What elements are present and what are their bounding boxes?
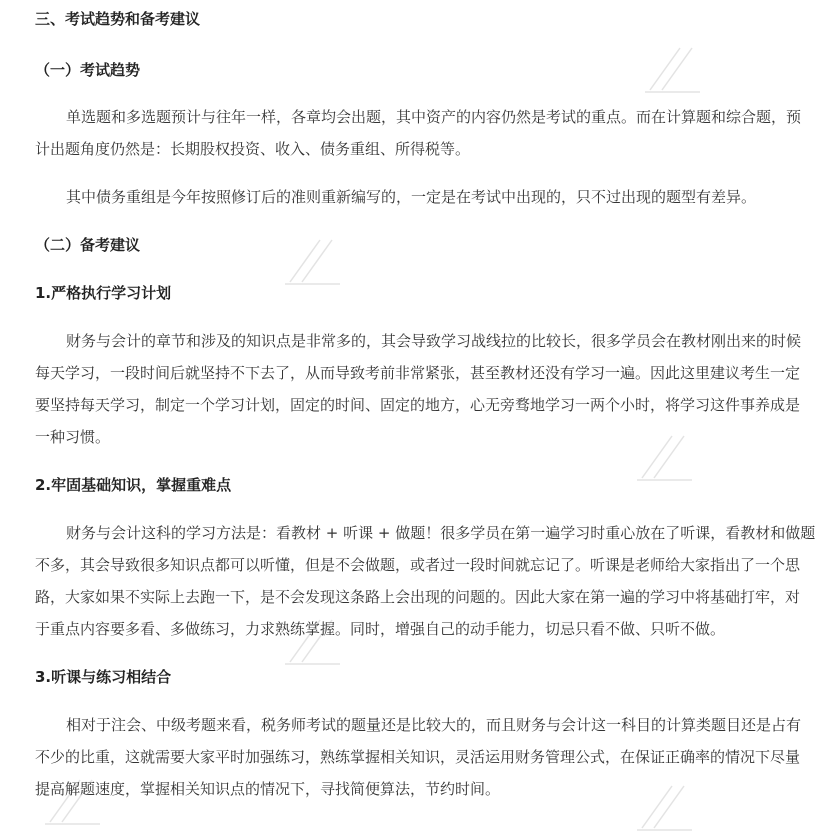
item-heading: 1.严格执行学习计划 [35, 284, 172, 302]
item-heading: 2.牢固基础知识，掌握重难点 [35, 476, 232, 494]
paragraph-line: 一种习惯。 [35, 428, 111, 446]
paragraph-line: 计出题角度仍然是：长期股权投资、收入、债务重组、所得税等。 [35, 140, 471, 158]
paragraph-line: 提高解题速度，掌握相关知识点的情况下，寻找简便算法，节约时间。 [35, 780, 501, 798]
advice-heading: （二）备考建议 [35, 236, 141, 254]
paragraph-line: 其中债务重组是今年按照修订后的准则重新编写的，一定是在考试中出现的，只不过出现的题型有差异。 [66, 188, 757, 206]
paragraph-line: 路，大家如果不实际上去跑一下，是不会发现这条路上会出现的问题的。因此大家在第一遍的学习中将基础打牢，对 [35, 588, 801, 606]
paragraph-line: 不少的比重，这就需要大家平时加强练习，熟练掌握相关知识，灵活运用财务管理公式，在保证正确率的情况下尽量 [35, 748, 801, 766]
paragraph-line: 单选题和多选题预计与往年一样，各章均会出题，其中资产的内容仍然是考试的重点。而在计算题和综合题，预 [66, 108, 802, 126]
watermark-icon [640, 40, 710, 100]
paragraph-line: 不多，其会导致很多知识点都可以听懂，但是不会做题，或者过一段时间就忘记了。听课是老师给大家指出了一个思 [35, 556, 801, 574]
paragraph-line: 财务与会计的章节和涉及的知识点是非常多的，其会导致学习战线拉的比较长，很多学员会在教材刚出来的时候 [66, 332, 802, 350]
watermark-icon [632, 428, 702, 488]
paragraph-line: 每天学习，一段时间后就坚持不下去了，从而导致考前非常紧张，甚至教材还没有学习一遍。因此这里建议考生一定 [35, 364, 801, 382]
watermark-icon [632, 778, 702, 838]
watermark-icon [280, 232, 350, 292]
paragraph-line: 相对于注会、中级考题来看，税务师考试的题量还是比较大的，而且财务与会计这一科目的计算类题目还是占有 [66, 716, 802, 734]
paragraph-line: 于重点内容要多看、多做练习，力求熟练掌握。同时，增强自己的动手能力，切忌只看不做、只听不做。 [35, 620, 726, 638]
paragraph-line: 财务与会计这科的学习方法是：看教材 + 听课 + 做题！很多学员在第一遍学习时重心放在了听课，看教材和做题 [66, 524, 816, 542]
trend-heading: （一）考试趋势 [35, 61, 141, 79]
item-heading: 3.听课与练习相结合 [35, 668, 172, 686]
paragraph-line: 要坚持每天学习，制定一个学习计划，固定的时间、固定的地方，心无旁骛地学习一两个小时，将学习这件事养成是 [35, 396, 801, 414]
section-title: 三、考试趋势和备考建议 [35, 10, 201, 28]
